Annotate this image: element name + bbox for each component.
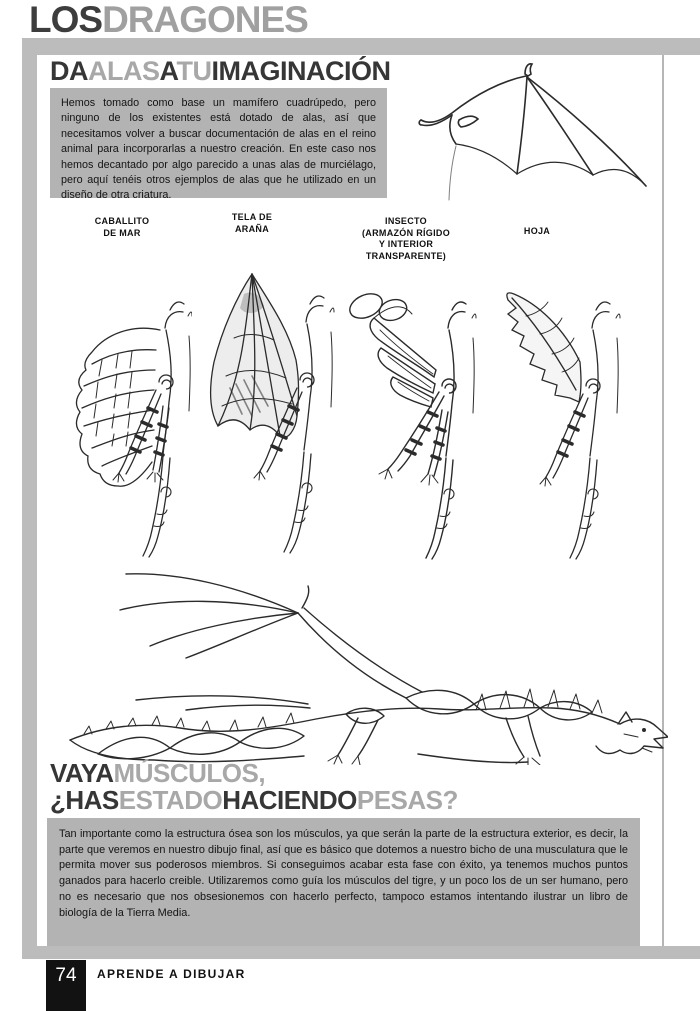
right-margin-rule (662, 55, 664, 946)
seahorse-fin-wing-sketch (62, 266, 192, 561)
chapter-title (29, 1, 308, 39)
heading-segment: DA (50, 56, 88, 86)
label-line: TELA DE (231, 212, 273, 222)
heading-segment: ESTADO (118, 785, 223, 815)
heading-segment: PESAS? (356, 785, 458, 815)
spiderweb-wing-sketch (196, 260, 336, 560)
heading-segment: A (159, 56, 177, 86)
frame-bottom-bar (22, 946, 700, 959)
label-line: DE MAR (103, 227, 141, 238)
bat-wing-sketch (403, 60, 660, 208)
insect-wing-sketch (336, 266, 478, 561)
label-line: TRANSPARENTE) (365, 250, 447, 261)
specimen-label-seahorse (82, 216, 162, 239)
heading-segment: IMAGINACIÓN (211, 56, 391, 86)
specimen-label-spiderweb (212, 212, 292, 235)
frame-top-bar (22, 38, 700, 55)
intro-paragraph-box: Hemos tomado como base un mamífero cuadrúpedo, pero ninguno de los existentes está dotado de alas, así que necesitamos volver a buscar documentación de alas en el reino animal para incorporarlas a nuestro creación. En este caso nos hemos decantado por algo parecido a unas alas de murciélago, pero aquí tenéis otros ejemplos de alas que he utilizado en un diseño de otra criatura. (50, 88, 387, 198)
heading-segment: TU (176, 56, 212, 86)
heading-segment: ¿HAS (50, 785, 119, 815)
heading-line-2 (50, 787, 458, 814)
label-line: Y INTERIOR (378, 239, 434, 249)
label-line: HOJA (523, 226, 551, 236)
frame-left-bar (22, 38, 37, 946)
heading-segment: HACIENDO (222, 785, 357, 815)
specimen-label-insect (345, 216, 467, 262)
label-line: INSECTO (385, 216, 427, 226)
leaf-wing-sketch (480, 266, 622, 561)
heading-segment: ALAS (88, 56, 160, 86)
specimen-label-leaf (497, 226, 577, 238)
book-title: APRENDE A DIBUJAR (97, 967, 246, 981)
heading-segment: VAYA (50, 758, 114, 788)
dragon-sketch (58, 558, 668, 765)
label-line: CABALLITO (94, 216, 150, 226)
heading-segment: MÚSCULOS, (113, 758, 266, 788)
label-line: ARAÑA (235, 223, 269, 234)
section-heading-wings (50, 57, 391, 85)
section-heading-muscles (50, 760, 458, 814)
label-line: (ARMAZÓN RÍGIDO (362, 227, 450, 238)
chapter-title-dark: LOS (29, 0, 103, 40)
page-number-badge: 74 (46, 960, 86, 1011)
chapter-title-light: DRAGONES (102, 0, 308, 40)
muscles-paragraph-box: Tan importante como la estructura ósea son los músculos, ya que serán la parte de la estructura exterior, es decir, la parte que veremos en nuestro dibujo final, así que es básico que dotemos a nuestro bicho de una musculatura que le permita mover sus poderosos miembros. Si conseguimos acabar esta fase con éxito, ya tenemos muchos puntos ganados para hacerlo creible. Utilizaremos como guía los músculos del tigre, y un poco los de un ser humano, pero no es necesario que nos obsesionemos con hacerlo perfecto, tampoco estamos intentando ilustrar un libro de biología de la Tierra Media. (47, 818, 640, 946)
heading-line-1 (50, 760, 458, 787)
